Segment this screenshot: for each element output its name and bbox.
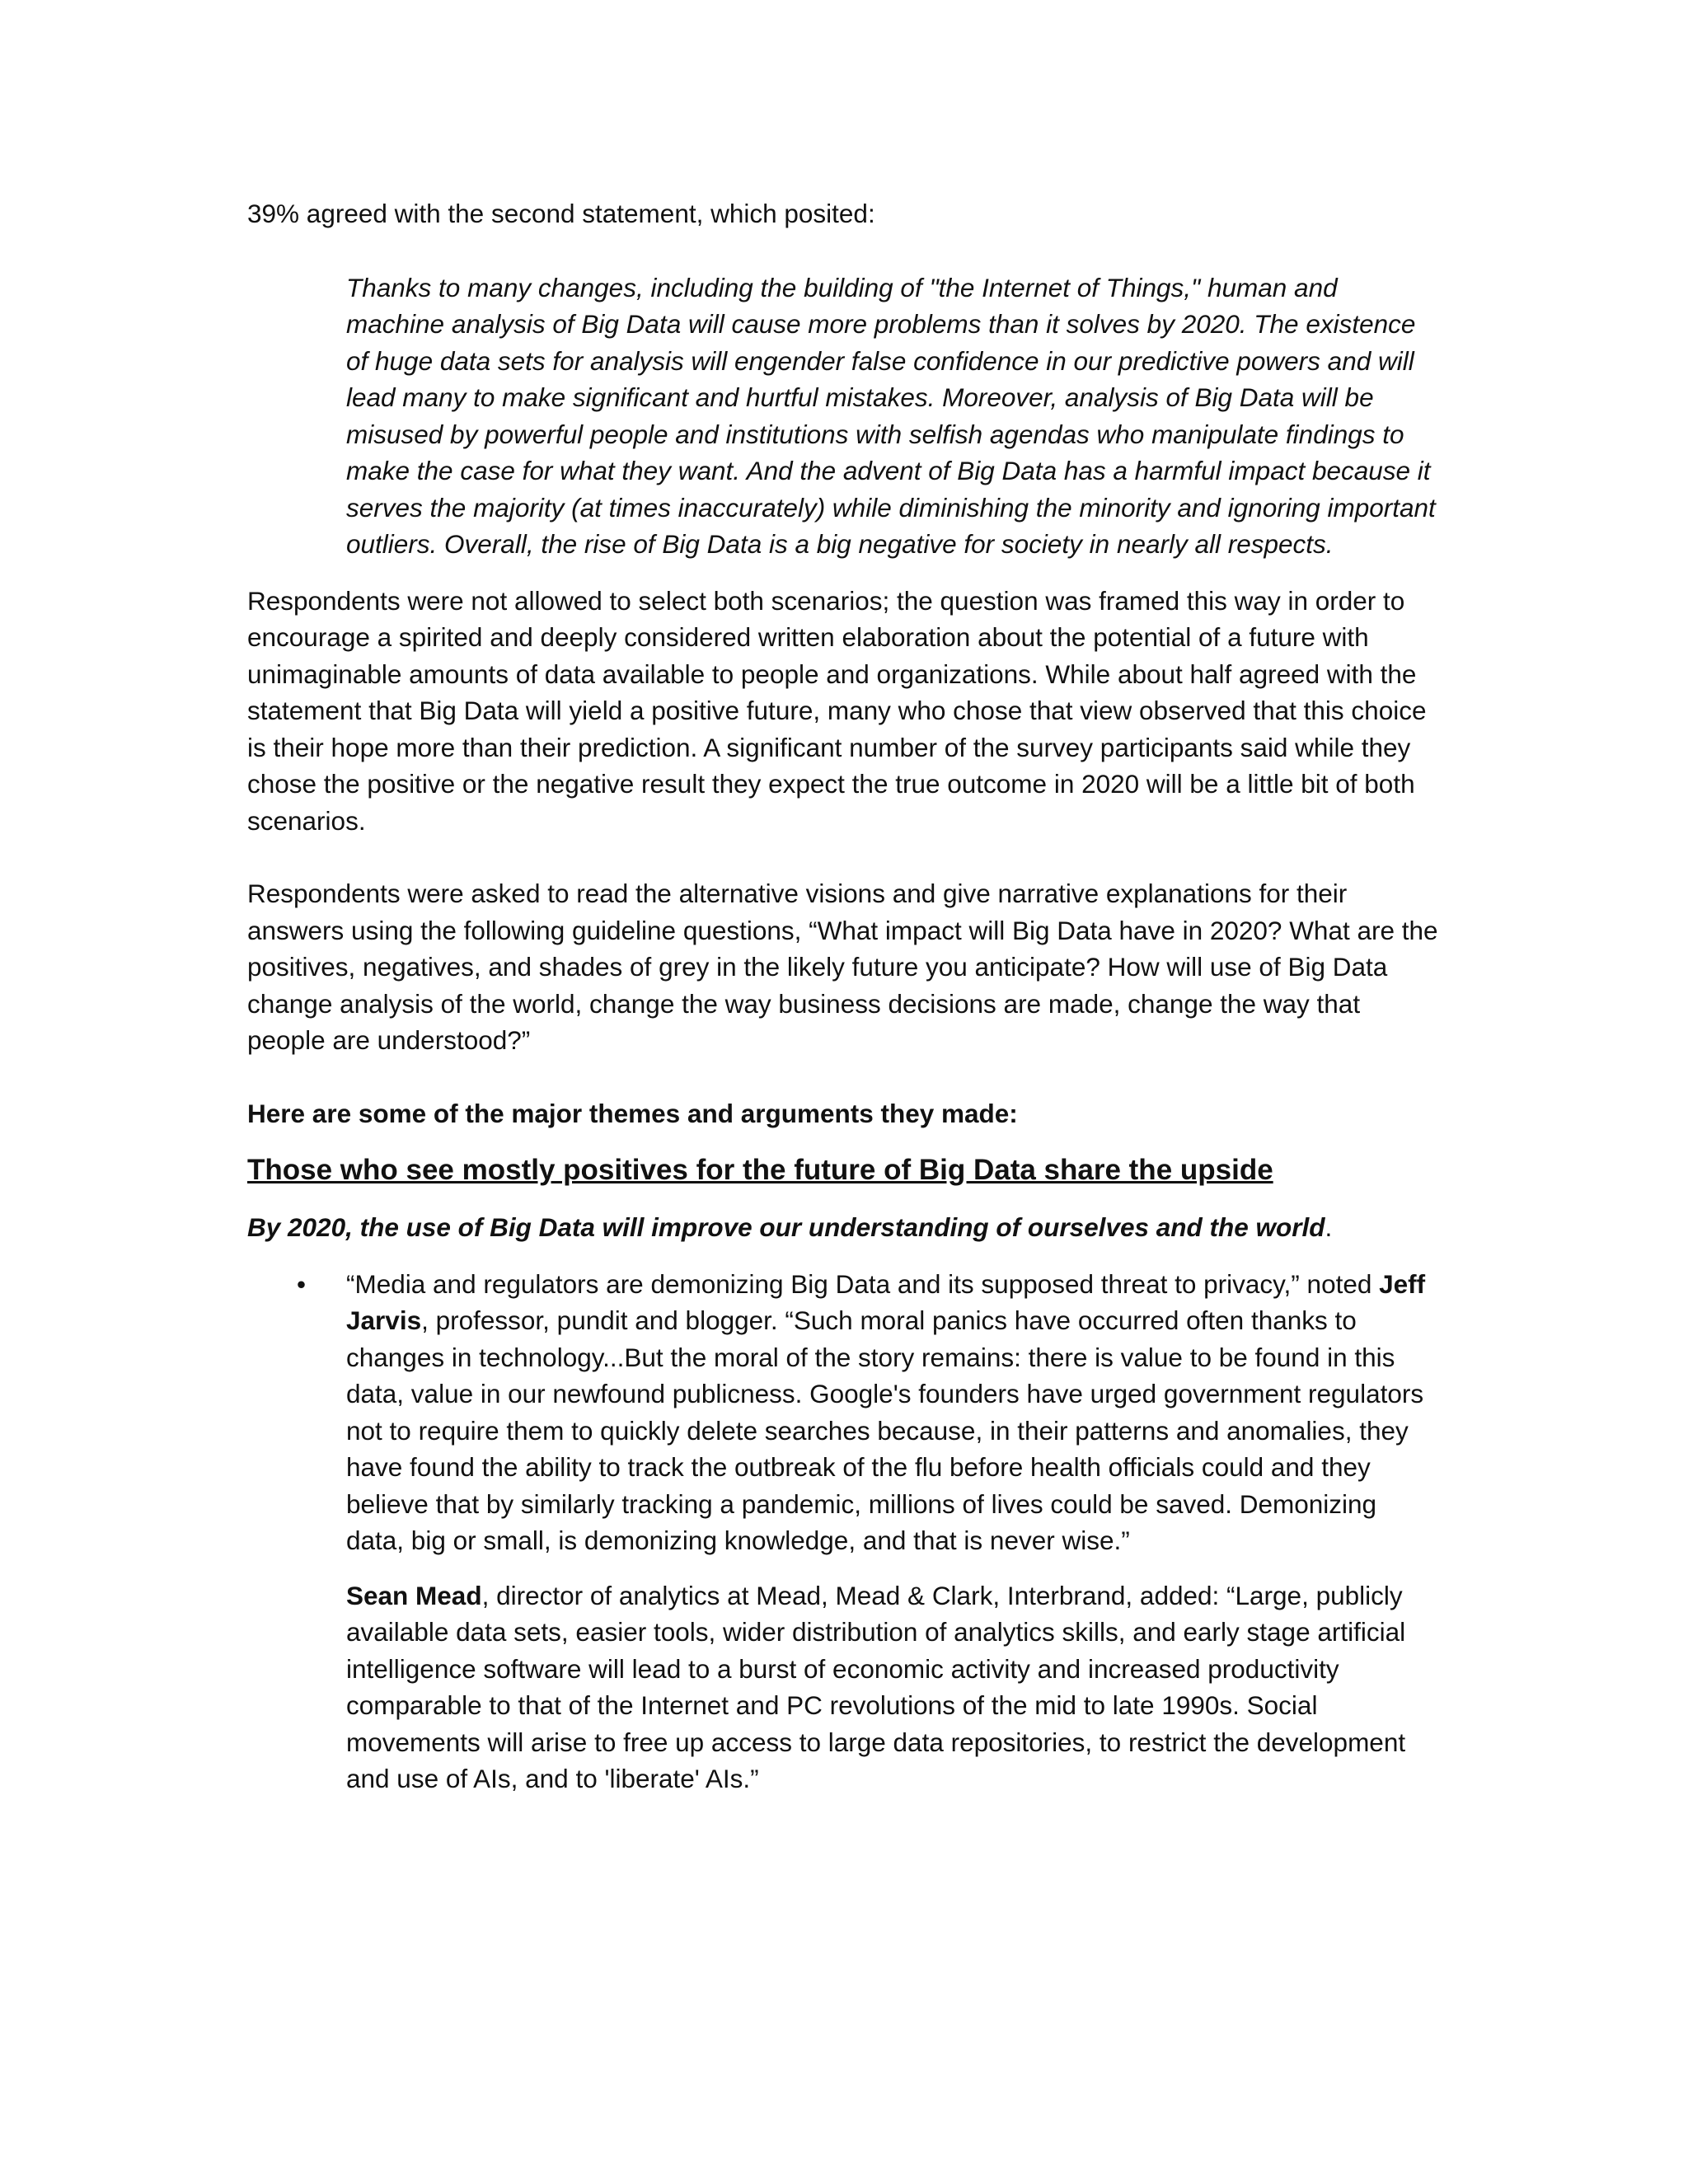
document-body bbox=[247, 195, 1438, 1797]
guideline-questions-paragraph: Respondents were asked to read the alternative visions and give narrative explanations for their answers using the following guideline questions, “What impact will Big Data have in 2020? What are the positives, negatives, and shades of grey in the likely future you anticipate? How will use of Big Data change analysis of the world, change the way business decisions are made, change the way that people are understood?” bbox=[247, 879, 1438, 1055]
person-name-sean-mead: Sean Mead bbox=[346, 1580, 482, 1610]
subheading: By 2020, the use of Big Data will improve our understanding of ourselves and the world bbox=[247, 1212, 1325, 1242]
jarvis-quote-lead: “Media and regulators are demonizing Big Data and its supposed threat to privacy,” noted bbox=[346, 1268, 1380, 1299]
mead-quote-body: , director of analytics at Mead, Mead & Clark, Interbrand, added: “Large, publicly available data sets, easier tools, wider distribution of analytics skills, and early stage artificial intelligence software will lead to a burst of economic activity and increased productivity comparable to that of the Internet and PC revolutions of the mid to late 1990s. Social movements will arise to free up access to large data repositories, to restrict the development and use of AIs, and to 'liberate' AIs.” bbox=[346, 1580, 1406, 1793]
subheading-line bbox=[247, 1209, 1438, 1246]
second-statement-quote: Thanks to many changes, including the building of "the Internet of Things," human and machine analysis of Big Data will cause more problems than it solves by 2020. The existence of huge data sets for analysis will engender false confidence in our predictive powers and will lead many to make significant and hurtful mistakes. Moreover, analysis of Big Data will be misused by powerful people and institutions with selfish agendas who manipulate findings to make the case for what they want. And the advent of Big Data has a harmful impact because it serves the majority (at times inaccurately) while diminishing the minority and ignoring important outliers. Overall, the rise of Big Data is a big negative for society in nearly all respects. bbox=[346, 272, 1436, 559]
jarvis-quote-body: , professor, pundit and blogger. “Such moral panics have occurred often thanks to changes in technology...But the moral of the story remains: there is value to be found in this data, value in our newfound publicness. Google's founders have urged government regulators not to require them to quickly delete searches because, in their patterns and anomalies, they have found the ability to track the outbreak of the flu before health officials could and they believe that by similarly tracking a pandemic, millions of lives could be saved. Demonizing data, big or small, is demonizing knowledge, and that is never wise.” bbox=[346, 1305, 1424, 1555]
mead-quote-paragraph bbox=[247, 1577, 1438, 1797]
quotes-list bbox=[247, 1266, 1438, 1559]
themes-lead: Here are some of the major themes and arguments they made: bbox=[247, 1098, 1018, 1128]
list-item bbox=[247, 1266, 1438, 1559]
bullet-icon: • bbox=[297, 1268, 307, 1299]
subheading-period: . bbox=[1325, 1212, 1333, 1242]
respondents-selection-paragraph: Respondents were not allowed to select both scenarios; the question was framed this way in order to encourage a spirited and deeply considered written elaboration about the potential of a future with unimaginable amounts of data available to people and organizations. While about half agreed with the statement that Big Data will yield a positive future, many who chose that view observed that this choice is their hope more than their prediction. A significant number of the survey participants said while they chose the positive or the negative result they expect the true outcome in 2020 will be a little bit of both scenarios. bbox=[247, 585, 1427, 836]
intro-paragraph: 39% agreed with the second statement, which posited: bbox=[247, 199, 875, 228]
person-name-jeff-jarvis: Jeff Jarvis bbox=[346, 1268, 1426, 1335]
section-heading: Those who see mostly positives for the future of Big Data share the upside bbox=[247, 1154, 1273, 1186]
